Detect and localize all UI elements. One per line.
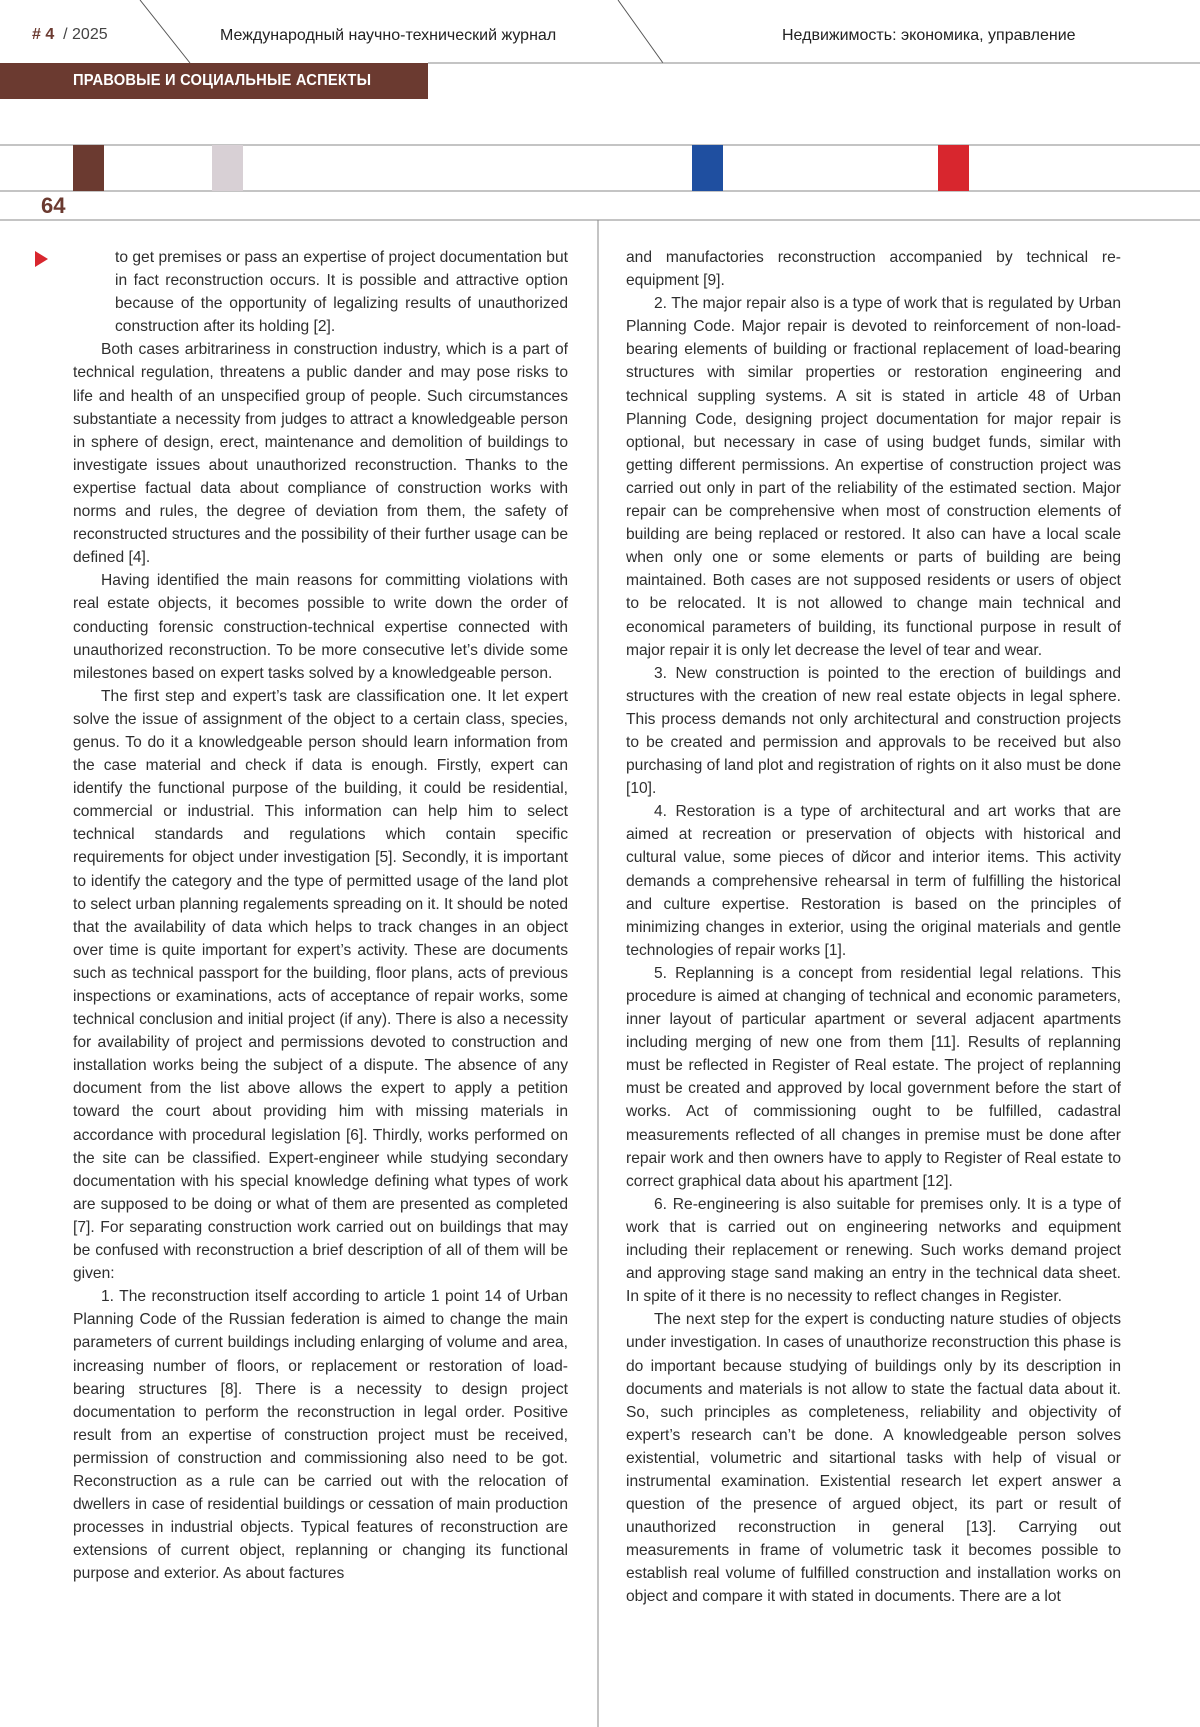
paragraph: 4. Restoration is a type of architectural and art works that are aimed at recreation or preservation of objects with historical and cultural value, some pieces of dйcor and interior items. This activity demands a comprehensive rehearsal in term of fulfilling the historical and culture expertise. Restoration is based on the principles of minimizing changes in exterior, using the original materials and gentle technologies of repair works [1]. [626, 803, 1121, 959]
issue-label [32, 26, 108, 44]
section-bar [0, 63, 428, 99]
right-column [626, 246, 1121, 1609]
journal-title: Недвижимость: экономика, управление [782, 27, 1076, 44]
paragraph: Having identified the main reasons for committing violations with real estate objects, it becomes possible to write down the order of conducting forensic construction-technical expertise connected with unauthorized reconstruction. To be more consecutive let’s divide some milestones based on expert tasks solved by a knowledgeable person. [73, 572, 568, 682]
issue-number: # 4 [32, 26, 55, 43]
paragraph: 5. Replanning is a concept from residential legal relations. This procedure is aimed at changing of technical and economic parameters, inner layout of particular apartment or several adjacent apartments including merging of new one from them [11]. Results of replanning must be reflected in Register of Real estate. The project of replanning must be created and approved by local government before the start of works. Act of commissioning ought to be fulfilled, cadastral measurements reflected of all changes in premise must be done after repair work and then owners have to apply to Register of Real estate to correct graphical data about his apartment [12]. [626, 964, 1121, 1190]
paragraph: 6. Re-engineering is also suitable for premises only. It is a type of work that is carried out on engineering networks and equipment including their replacement or renewing. Such works demand project and approving stage sand making an entry in the technical data sheet. In spite of it there is no necessity to reflect changes in Register. [626, 1195, 1121, 1306]
blue-swatch [692, 145, 723, 191]
gray-swatch [212, 145, 243, 191]
issue-year: / 2025 [63, 26, 108, 43]
paragraph: 1. The reconstruction itself according to article 1 point 14 of Urban Planning Code of the Russian federation is aimed to change the main parameters of current buildings including enlarging of volume and area, increasing number of floors, or replacement or restoration of load-bearing structures [8]. There is a necessity to design project documentation to perform the reconstruction in legal order. Positive result from an expertise of construction project must be received, permission of construction and commissioning also need to be got. Reconstruction as a rule can be carried out with the relocation of dwellers in case of residential buildings or cessation of main production processes in industrial objects. Typical features of reconstruction are extensions of current object, replanning or changing its functional purpose and exterior. As about factures [73, 1288, 568, 1583]
paragraph: and manufactories reconstruction accompanied by technical re-equipment [9]. [626, 249, 1121, 290]
brown-swatch [73, 145, 104, 191]
left-column [73, 246, 568, 1585]
paragraph: Both cases arbitrariness in construction industry, which is a part of technical regulation, threatens a public dander and may pose risks to life and health of an unspecified group of people. Such circumstances substantiate a necessity from judges to attract a knowledgeable person in sphere of design, erect, maintenance and demolition of buildings to investigate issues about unauthorized reconstruction. Thanks to the expertise factual data about compliance of construction works with norms and rules, the degree of deviation from them, the safety of reconstructed structures and the possibility of their further usage can be defined [4]. [73, 341, 568, 567]
page-number: 64 [41, 193, 66, 218]
paragraph: 2. The major repair also is a type of work that is regulated by Urban Planning Code. Major repair is devoted to reinforcement of non-load-bearing elements of building or fractional replacement of load-bearing structures with similar properties or restoration engineering and technical suppling systems. A sit is stated in article 48 of Urban Planning Code, designing project documentation for major repair is optional, but necessary in case of using budget funds, similar with getting different permissions. An expertise of construction project was carried out only in part of the reliability of the estimated section. Major repair can be comprehensive when most of construction elements of building are being replaced or restored. It also can have a local scale when only one or some elements or parts of building are being maintained. Both cases are not supposed residents or users of object to be relocated. It is not allowed to change main technical and economical parameters of building, its functional purpose in result of major repair it is only let decrease the level of tear and wear. [626, 295, 1121, 659]
section-label: ПРАВОВЫЕ И СОЦИАЛЬНЫЕ АСПЕКТЫ [73, 72, 372, 89]
continuation-arrow-icon [35, 251, 48, 267]
paragraph: to get premises or pass an expertise of project documentation but in fact reconstruction occurs. It is possible and attractive option because of the opportunity of legalizing results of unauthorized construction after its holding [2]. [115, 249, 568, 336]
red-swatch [938, 145, 969, 191]
header-diagonal-right [618, 0, 663, 63]
paragraph: The next step for the expert is conducting nature studies of objects under investigation. In cases of unauthorize reconstruction this phase is do important because studying of buildings only by its description in documents and materials is not allow to state the factual data about it. So, such principles as completeness, reliability and objectivity of expert’s research can’t be done. A knowledgeable person solves existential, volumetric and sitartional tasks with help of visual or instrumental examination. Existential research let expert answer a question of the presence of argued object, its part or result of unauthorized reconstruction in general [13]. Carrying out measurements in frame of volumetric task it becomes possible to establish real volume of fulfilled construction and installation works on object and compare it with stated in documents. There are a lot [626, 1311, 1121, 1606]
journal-name: Международный научно-технический журнал [220, 27, 557, 44]
header-diagonal-left [140, 0, 190, 63]
paragraph: The first step and expert’s task are classification one. It let expert solve the issue of assignment of the object to a certain class, species, genus. To do it a knowledgeable person should learn information from the case material and check if data is enough. Firstly, expert can identify the functional purpose of the building, it could be residential, commercial or industrial. This information can help him to select technical standards and regulations which contain specific requirements for object under investigation [5]. Secondly, it is important to identify the category and the type of permitted usage of the land plot to select urban planning regalements spreading on it. It should be noted that the availability of data which helps to track changes in an object over time is quite important for expert’s activity. These are documents such as technical passport for the building, floor plans, acts of previous inspections or examinations, acts of acceptance of repair works, some technical conclusion and initial project (if any). There is also a necessity for availability of project and permissions devoted to construction and installation works being the subject of a dispute. The absence of any document from the list above allows the expert to apply a petition toward the court about providing him with missing materials in accordance with procedural legislation [6]. Thirdly, works performed on the site can be classified. Expert-engineer while studying secondary documentation with his special knowledge defining what types of work are supposed to be doing or what of them are presented as completed [7]. For separating construction work carried out on buildings that may be confused with reconstruction a brief description of all of them will be given: [73, 687, 569, 1283]
paragraph: 3. New construction is pointed to the erection of buildings and structures with the creation of new real estate objects in legal sphere. This process demands not only architectural and construction projects to be created and permission and approvals to be received but also purchasing of land plot and registration of rights on it also must be done [10]. [626, 664, 1121, 798]
